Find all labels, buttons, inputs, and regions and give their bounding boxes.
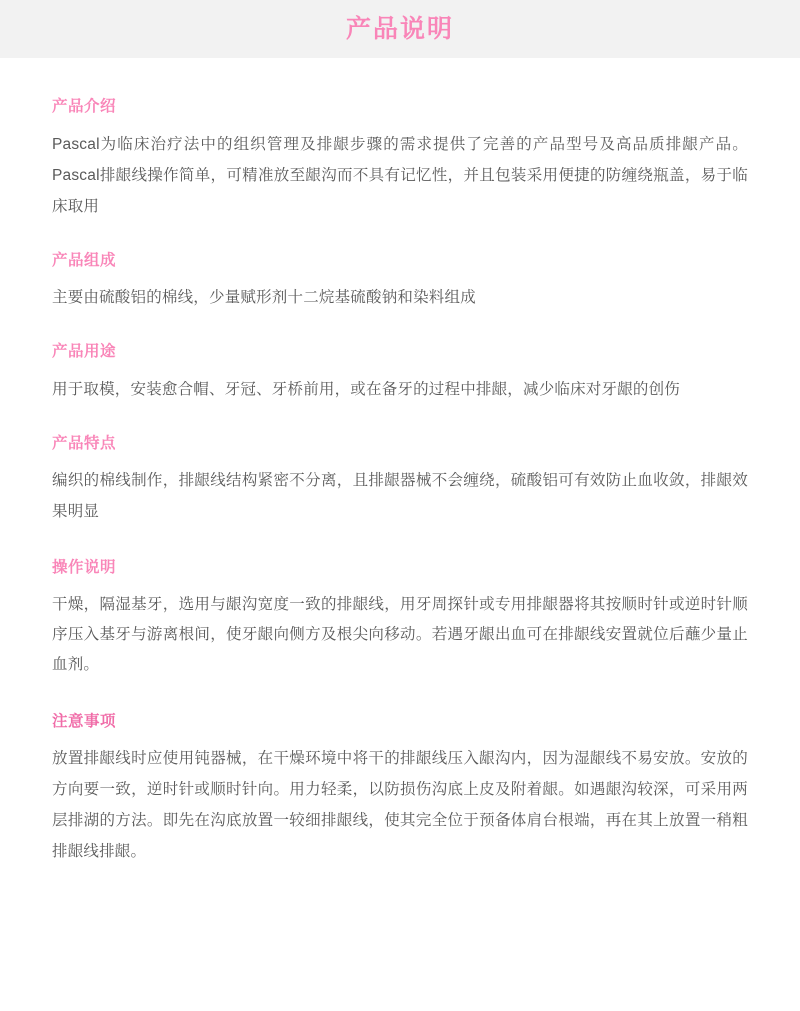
section-title-product-intro: 产品介绍 — [52, 98, 117, 115]
section-body-product-usage: 用于取模，安装愈合帽、牙冠、牙桥前用，或在备牙的过程中排龈，减少临床对牙龈的创伤 — [52, 380, 681, 398]
section-product-features — [52, 435, 748, 528]
section-body-product-intro: Pascal为临床治疗法中的组织管理及排龈步骤的需求提供了完善的产品型号及高品质排龈产品。Pascal排龈线操作简单，可精准放至龈沟而不具有记忆性，并且包装采用便捷的防缠绕瓶盖，易于临床取用 — [52, 135, 748, 215]
section-body-precautions: 放置排龈线时应使用钝器械，在干燥环境中将干的排龈线压入龈沟内，因为湿龈线不易安放。安放的方向要一致，逆时针或顺时针向。用力轻柔，以防损伤沟底上皮及附着龈。如遇龈沟较深，可采用两层排湖的方法。即先在沟底放置一较细排龈线，使其完全位于预备体肩台根端，再在其上放置一稍粗排龈线排龈。 — [52, 750, 748, 861]
section-product-intro — [52, 98, 748, 222]
section-title-precautions: 注意事项 — [52, 712, 117, 730]
section-body-product-composition: 主要由硫酸铝的棉线，少量赋形剂十二烷基硫酸钠和染料组成 — [52, 289, 476, 307]
page-title: 产品说明 — [345, 14, 454, 43]
section-title-product-usage: 产品用途 — [52, 343, 117, 361]
section-product-composition — [52, 252, 748, 314]
section-operation-instructions — [52, 559, 748, 680]
section-title-product-composition: 产品组成 — [52, 251, 117, 269]
content-area — [0, 58, 800, 907]
section-body-operation-instructions: 干燥，隔湿基牙，选用与龈沟宽度一致的排龈线，用牙周探针或专用排龈器将其按顺时针或逆时针顺序压入基牙与游离根间，使牙龈向侧方及根尖向移动。若遇牙龈出血可在排龈线安置就位后蘸少量止血剂。 — [52, 595, 748, 674]
section-product-usage — [52, 343, 748, 405]
section-precautions — [52, 713, 748, 868]
page-header-banner — [0, 0, 800, 58]
section-title-product-features: 产品特点 — [52, 434, 117, 452]
section-body-product-features: 编织的棉线制作，排龈线结构紧密不分离，且排龈器械不会缠绕，硫酸铝可有效防止血收敛，排龈效果明显 — [52, 472, 748, 521]
section-title-operation-instructions: 操作说明 — [52, 559, 117, 577]
